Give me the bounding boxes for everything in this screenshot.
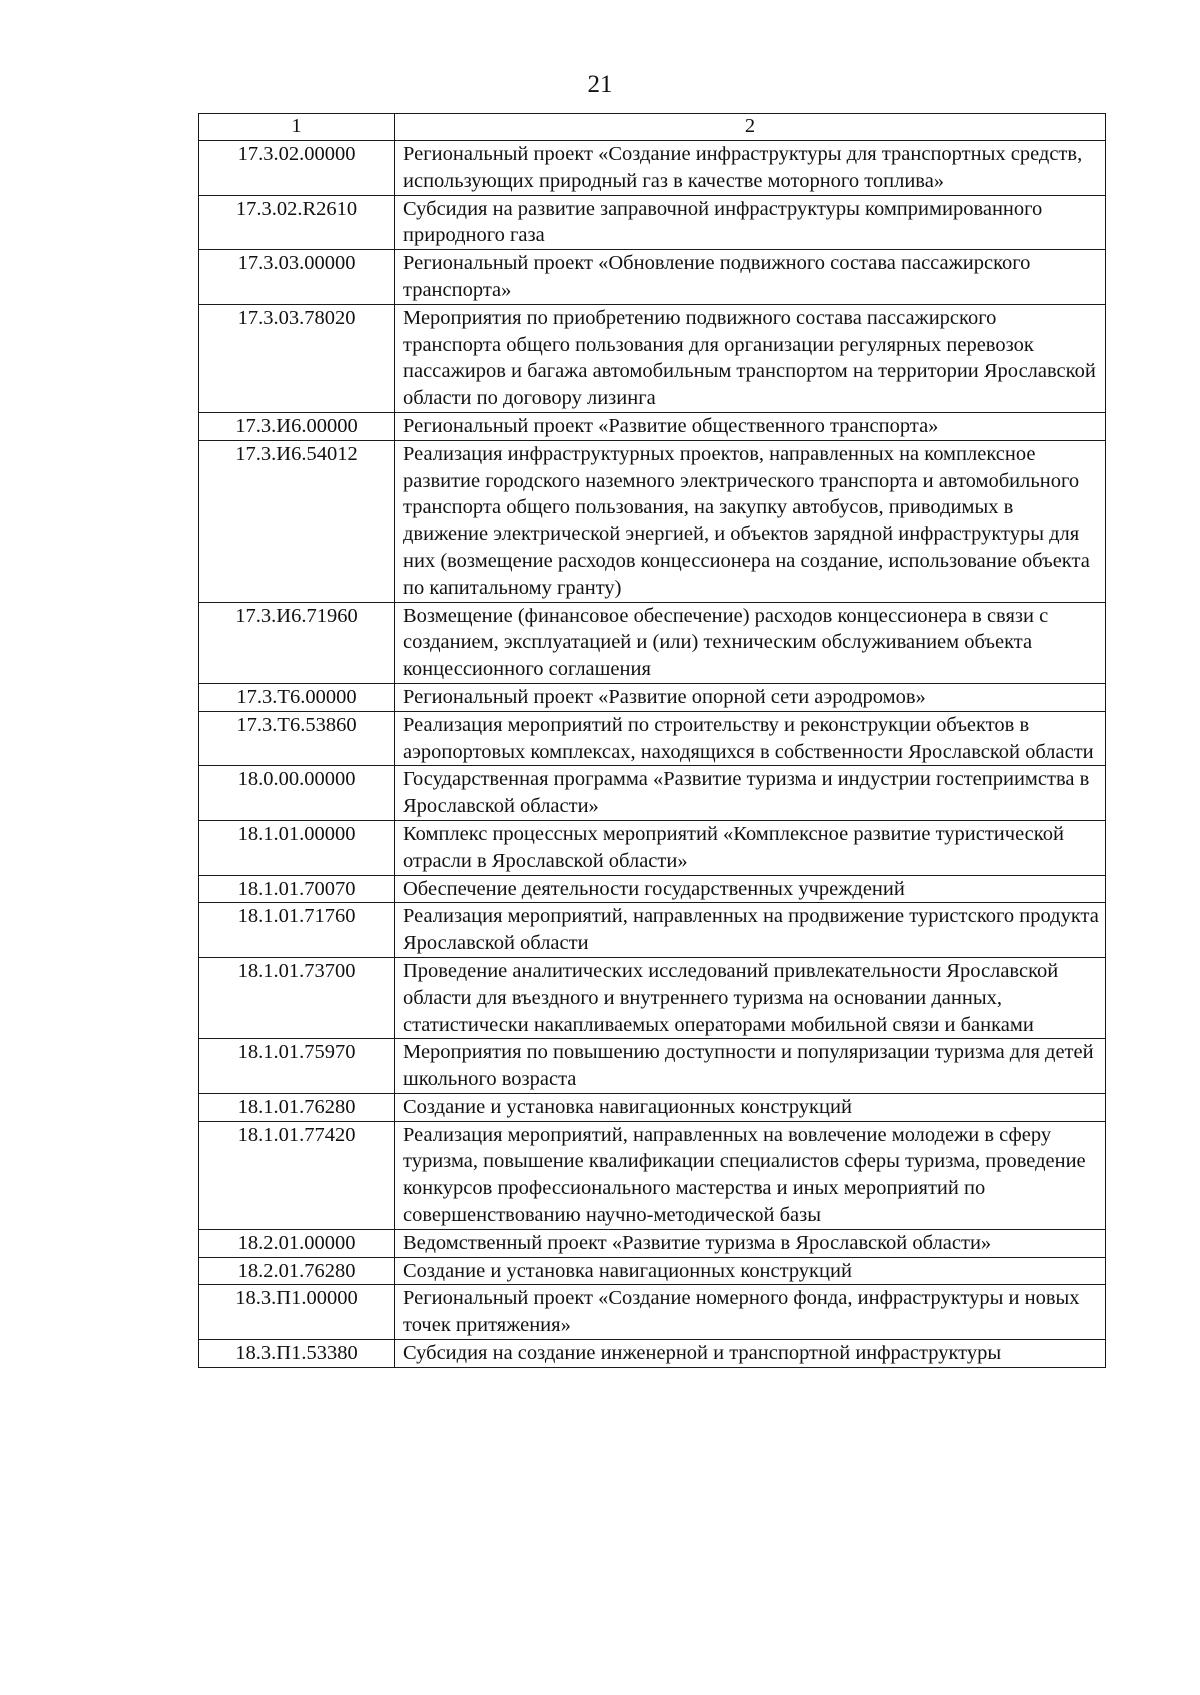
table-row <box>199 602 1106 683</box>
row-description: Создание и установка навигационных конструкций <box>395 1093 1106 1121</box>
row-code: 17.3.И6.00000 <box>199 412 395 440</box>
table-row <box>199 957 1106 1038</box>
table-row <box>199 711 1106 766</box>
row-code: 17.3.И6.71960 <box>199 602 395 683</box>
row-code: 18.0.00.00000 <box>199 766 395 821</box>
row-description: Ведомственный проект «Развитие туризма в Ярославской области» <box>395 1229 1106 1257</box>
row-code: 18.1.01.00000 <box>199 820 395 875</box>
header-row <box>199 114 1106 141</box>
row-description: Государственная программа «Развитие туризма и индустрии гостеприимства в Ярославской области» <box>395 766 1106 821</box>
row-description: Проведение аналитических исследований привлекательности Ярославской области для въездного и внутреннего туризма на основании данных, статистически накапливаемых операторами мобильной связи и банками <box>395 957 1106 1038</box>
table-row <box>199 766 1106 821</box>
row-description: Региональный проект «Развитие опорной сети аэродромов» <box>395 683 1106 711</box>
row-code: 18.1.01.70070 <box>199 875 395 903</box>
table-row <box>199 440 1106 602</box>
column-header-description: 2 <box>395 114 1106 141</box>
row-code: 18.1.01.73700 <box>199 957 395 1038</box>
row-description: Субсидия на развитие заправочной инфраструктуры компримированного природного газа <box>395 195 1106 250</box>
row-description: Реализация мероприятий, направленных на продвижение туристского продукта Ярославской области <box>395 903 1106 958</box>
table-row <box>199 412 1106 440</box>
row-description: Реализация мероприятий, направленных на вовлечение молодежи в сферу туризма, повышение квалификации специалистов сферы туризма, проведение конкурсов профессионального мастерства и иных мероприятий по совершенствованию научно-методической базы <box>395 1121 1106 1229</box>
row-description: Региональный проект «Создание номерного фонда, инфраструктуры и новых точек притяжения» <box>395 1285 1106 1340</box>
row-code: 17.3.02.00000 <box>199 141 395 196</box>
row-code: 18.1.01.71760 <box>199 903 395 958</box>
table-row <box>199 903 1106 958</box>
page-number: 21 <box>587 71 613 98</box>
column-header-code: 1 <box>199 114 395 141</box>
table-row <box>199 1340 1106 1368</box>
row-code: 17.3.И6.54012 <box>199 440 395 602</box>
row-code: 17.3.03.00000 <box>199 250 395 305</box>
table-row <box>199 1285 1106 1340</box>
row-description: Мероприятия по приобретению подвижного состава пассажирского транспорта общего пользования для организации регулярных перевозок пассажиров и багажа автомобильным транспортом на территории Ярославской области по договору лизинга <box>395 304 1106 412</box>
row-code: 18.1.01.77420 <box>199 1121 395 1229</box>
row-code: 17.3.03.78020 <box>199 304 395 412</box>
row-code: 18.1.01.76280 <box>199 1093 395 1121</box>
row-description: Реализация мероприятий по строительству и реконструкции объектов в аэропортовых комплексах, находящихся в собственности Ярославской области <box>395 711 1106 766</box>
table-row <box>199 1229 1106 1257</box>
table-row <box>199 250 1106 305</box>
row-description: Мероприятия по повышению доступности и популяризации туризма для детей школьного возраста <box>395 1039 1106 1094</box>
table-row <box>199 683 1106 711</box>
table-row <box>199 1257 1106 1285</box>
row-description: Региональный проект «Обновление подвижного состава пассажирского транспорта» <box>395 250 1106 305</box>
row-code: 17.3.Т6.53860 <box>199 711 395 766</box>
budget-classification-table <box>198 113 1106 1368</box>
table-row <box>199 1093 1106 1121</box>
row-code: 18.3.П1.00000 <box>199 1285 395 1340</box>
row-description: Реализация инфраструктурных проектов, направленных на комплексное развитие городского наземного электрического транспорта и автомобильного транспорта общего пользования, на закупку автобусов, приводимых в движение электрической энергией, и объектов зарядной инфраструктуры для них (возмещение расходов концессионера на создание, использование объекта по капитальному гранту) <box>395 440 1106 602</box>
row-code: 17.3.02.R2610 <box>199 195 395 250</box>
row-description: Субсидия на создание инженерной и транспортной инфраструктуры <box>395 1340 1106 1368</box>
row-description: Региональный проект «Создание инфраструктуры для транспортных средств, использующих природный газ в качестве моторного топлива» <box>395 141 1106 196</box>
table-row <box>199 875 1106 903</box>
table-row <box>199 1039 1106 1094</box>
table-row <box>199 1121 1106 1229</box>
row-description: Обеспечение деятельности государственных учреждений <box>395 875 1106 903</box>
row-description: Возмещение (финансовое обеспечение) расходов концессионера в связи с созданием, эксплуатацией и (или) техническим обслуживанием объекта концессионного соглашения <box>395 602 1106 683</box>
row-code: 17.3.Т6.00000 <box>199 683 395 711</box>
table-row <box>199 304 1106 412</box>
row-description: Создание и установка навигационных конструкций <box>395 1257 1106 1285</box>
row-code: 18.3.П1.53380 <box>199 1340 395 1368</box>
row-code: 18.2.01.00000 <box>199 1229 395 1257</box>
row-description: Региональный проект «Развитие общественного транспорта» <box>395 412 1106 440</box>
row-description: Комплекс процессных мероприятий «Комплексное развитие туристической отрасли в Ярославской области» <box>395 820 1106 875</box>
table-row <box>199 820 1106 875</box>
table-row <box>199 141 1106 196</box>
table-row <box>199 195 1106 250</box>
row-code: 18.1.01.75970 <box>199 1039 395 1094</box>
row-code: 18.2.01.76280 <box>199 1257 395 1285</box>
